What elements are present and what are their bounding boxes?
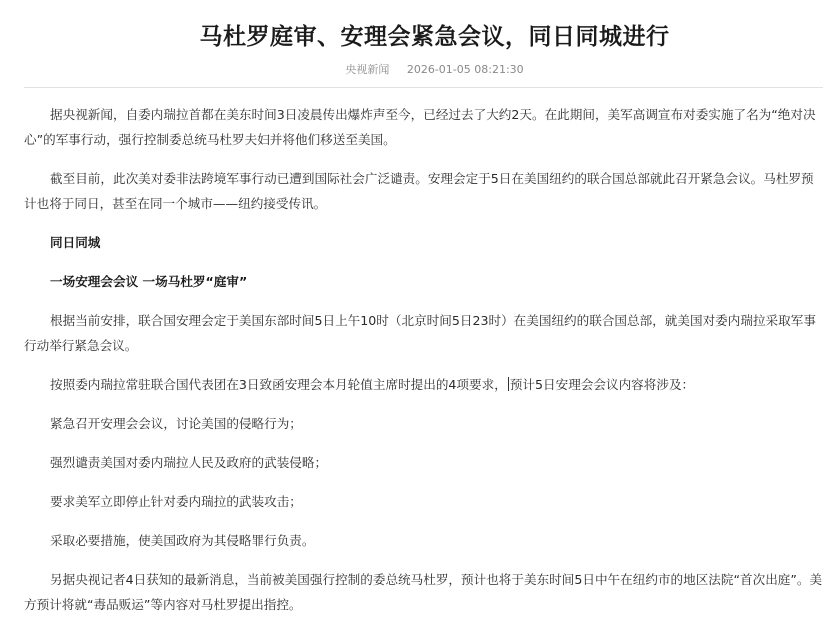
paragraph-text-after-cursor: 预计5日安理会会议内容将涉及： <box>509 377 695 392</box>
list-item: 采取必要措施，使美国政府为其侵略罪行负责。 <box>50 533 315 548</box>
list-item: 强烈谴责美国对委内瑞拉人民及政府的武装侵略； <box>50 455 328 470</box>
paragraph <box>24 372 823 397</box>
article-datetime: 2026-01-05 08:21:30 <box>406 63 524 76</box>
section-subheading: 一场安理会会议 一场马杜罗“庭审” <box>50 274 248 289</box>
article-body <box>24 88 823 617</box>
article-source[interactable]: 央视新闻 <box>345 63 390 76</box>
section-heading: 同日同城 <box>50 235 101 250</box>
list-item: 要求美军立即停止针对委内瑞拉的武装攻击； <box>50 494 302 509</box>
text-cursor <box>508 377 509 391</box>
paragraph: 截至目前，此次美对委非法跨境军事行动已遭到国际社会广泛谴责。安理会定于5日在美国纽约的联合国总部就此召开紧急会议。马杜罗预计也将于同日，甚至在同一个城市——纽约接受传讯。 <box>24 171 814 211</box>
article-title: 马杜罗庭审、安理会紧急会议，同日同城进行 <box>199 24 670 50</box>
list-item: 紧急召开安理会会议，讨论美国的侵略行为； <box>50 416 302 431</box>
paragraph: 据央视新闻，自委内瑞拉首都在美东时间3日凌晨传出爆炸声至今，已经过去了大约2天。在此期间，美军高调宣布对委实施了名为“绝对决心”的军事行动，强行控制委总统马杜罗夫妇并将他们移送至美国。 <box>24 107 816 147</box>
paragraph-text-before-cursor: 按照委内瑞拉常驻联合国代表团在3日致函安理会本月轮值主席时提出的4项要求， <box>50 377 507 392</box>
paragraph: 根据当前安排，联合国安理会定于美国东部时间5日上午10时（北京时间5日23时）在美国纽约的联合国总部，就美国对委内瑞拉采取军事行动举行紧急会议。 <box>24 313 816 353</box>
article-meta <box>24 62 823 78</box>
paragraph: 另据央视记者4日获知的最新消息，当前被美国强行控制的委总统马杜罗，预计也将于美东时间5日中午在纽约市的地区法院“首次出庭”。美方预计将就“毒品贩运”等内容对马杜罗提出指控。 <box>24 572 823 612</box>
